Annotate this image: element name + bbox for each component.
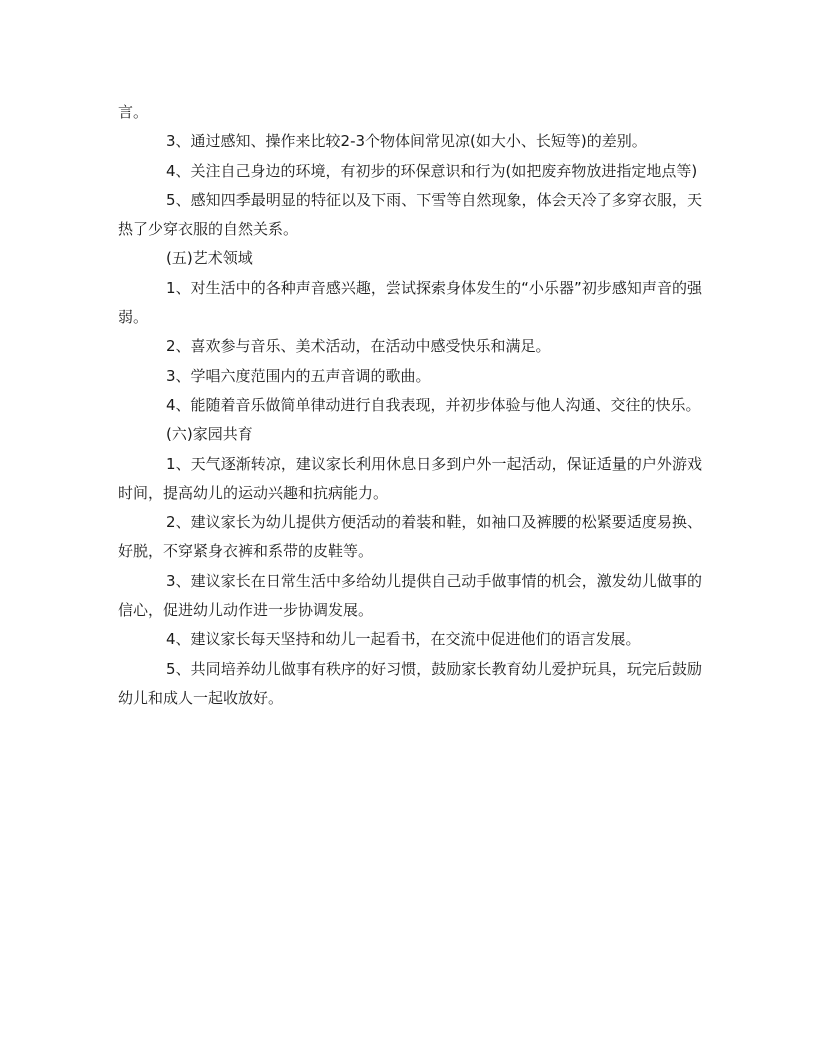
list-item: 1、天气逐渐转凉，建议家长利用休息日多到户外一起活动，保证适量的户外游戏时间，提高幼儿的运动兴趣和抗病能力。 <box>118 454 702 502</box>
continuation-text: 言。 <box>118 103 149 121</box>
list-item: 3、通过感知、操作来比较2-3个物体间常见凉(如大小、长短等)的差别。 <box>166 132 647 151</box>
list-item: 4、关注自己身边的环境，有初步的环保意识和行为(如把废弃物放进指定地点等) <box>166 161 698 180</box>
list-item: 1、对生活中的各种声音感兴趣，尝试探索身体发生的“小乐器”初步感知声音的强弱。 <box>118 278 702 327</box>
list-item: 2、建议家长为幼儿提供方便活动的着装和鞋，如袖口及裤腰的松紧要适度易换、好脱，不穿紧身衣裤和系带的皮鞋等。 <box>118 513 702 561</box>
list-item: 4、能随着音乐做简单律动进行自我表现，并初步体验与他人沟通、交往的快乐。 <box>166 395 701 414</box>
list-item: 5、共同培养幼儿做事有秩序的好习惯，鼓励家长教育幼儿爱护玩具，玩完后鼓励幼儿和成人一起收放好。 <box>118 659 702 707</box>
list-item: 2、喜欢参与音乐、美术活动，在活动中感受快乐和满足。 <box>166 337 551 356</box>
section-heading: (六)家园共育 <box>166 425 253 444</box>
list-item: 3、学唱六度范围内的五声音调的歌曲。 <box>166 366 431 385</box>
document-page <box>118 98 702 713</box>
list-item: 3、建议家长在日常生活中多给幼儿提供自己动手做事情的机会，激发幼儿做事的信心，促进幼儿动作进一步协调发展。 <box>118 571 702 620</box>
section-heading: (五)艺术领域 <box>166 249 253 268</box>
list-item: 5、感知四季最明显的特征以及下雨、下雪等自然现象，体会天冷了多穿衣服，天热了少穿衣服的自然关系。 <box>118 190 702 239</box>
list-item: 4、建议家长每天坚持和幼儿一起看书，在交流中促进他们的语言发展。 <box>166 630 641 649</box>
